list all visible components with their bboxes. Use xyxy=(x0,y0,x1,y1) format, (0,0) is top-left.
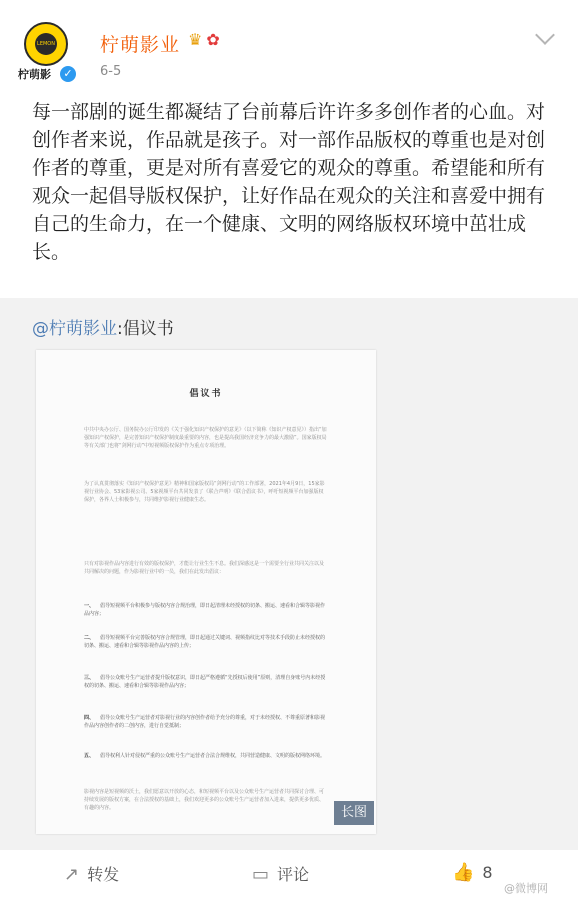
crown-badge-icon[interactable]: ♛ xyxy=(188,30,203,49)
badge-group xyxy=(188,30,220,49)
document-item xyxy=(84,602,328,618)
account-name[interactable]: 柠萌影业 xyxy=(100,34,181,56)
document-closing: 影视内容是短视频的沃土，我们愿意以开放的心态，和短视频平台以及公众账号生产运营者共同探讨合理、可持续发展的版权方案，在合法授权的基础上，我们欢迎更多的公众账号生产运营者加入进来，提供更多优质、有趣的内容。 xyxy=(84,789,325,811)
share-label: 转发 xyxy=(87,865,120,884)
item-text: 倡导公众账号生产运营者提升版权意识，即日起严格遵循“先授权后使用”原则，清理自身账号内未经授权的切条、搬运、速看和合辑等影视作品内容； xyxy=(84,675,326,689)
post-header xyxy=(0,0,578,92)
repost-user-link[interactable]: @柠萌影业 xyxy=(32,319,117,339)
action-bar xyxy=(0,850,578,900)
like-count: 8 xyxy=(482,863,493,882)
avatar-inner-logo: LEMON xyxy=(35,33,57,55)
item-number: 三、 xyxy=(84,675,95,681)
document-item xyxy=(84,752,328,760)
document-item xyxy=(84,714,328,730)
like-button[interactable] xyxy=(452,862,493,883)
post-text: 每一部剧的诞生都凝结了台前幕后许许多多创作者的心血。对创作者来说，作品就是孩子。对一部作品版权的尊重也是对创作者的尊重，更是对所有喜爱它的观众的尊重。希望能和所有观众一起倡导版权保护，让好作品在观众的关注和喜爱中拥有自己的生命力，在一个健康、文明的网络版权环境中茁壮成长。 xyxy=(32,101,546,263)
item-text: 倡导短视频平台完善版权内容合规管理，即日起通过关键词、视频指纹比对等技术手段防止未经授权的切条、搬运、速看和合辑等影视作品内容的上传； xyxy=(84,635,326,649)
avatar-label: 柠萌影 xyxy=(18,68,51,81)
repost-title-text: :倡议书 xyxy=(117,319,174,339)
flower-badge-icon[interactable]: ✿ xyxy=(206,30,220,49)
avatar-logo xyxy=(24,22,68,66)
chevron-down-icon[interactable] xyxy=(535,25,555,45)
item-text: 倡导权利人针对侵权严重的公众账号生产运营者合法合规维权，共同营造健康、文明的版权网络环境。 xyxy=(100,753,326,759)
document-paragraph: 中共中央办公厅、国务院办公厅印发的《关于强化知识产权保护的意见》（以下简称《知识产权意见》）指出“加强知识产权保护，是完善知识产权保护制度最重要的内容，也是提高我国经济竞争力的最大激励”。国家版权局等有关部门也将“剑网行动”中短视频版权保护作为重点专项治理。 xyxy=(84,427,327,449)
watermark: @微博网 xyxy=(504,882,548,895)
item-number: 五、 xyxy=(84,753,95,759)
document-item xyxy=(84,674,328,690)
comment-icon: ▭ xyxy=(252,864,270,885)
item-text: 倡导短视频平台积极参与版权内容合规治理，即日起清理未经授权的切条、搬运、速看和合辑等影视作品内容； xyxy=(84,603,326,617)
comment-label: 评论 xyxy=(277,865,310,884)
verified-check-icon: ✓ xyxy=(60,66,76,82)
document-paragraph: 为了认真贯彻落实《知识产权保护意见》精神和国家版权局“剑网行动”的工作部署，2021年4月9日，15家影视行业协会、53家影视公司、5家视频平台共同发表了《联合声明》《联合倡议书》，呼吁短视频平台加强版权保护，各界人士积极参与，共同维护影视行业健康生态。 xyxy=(84,481,325,503)
item-text: 倡导公众账号生产运营者对影视行业的内容创作者给予充分的尊重，对于未经授权、不尊重原著和影视作品内容创作者的二创内容，进行自觉抵制； xyxy=(84,715,326,729)
document-item xyxy=(84,634,328,650)
share-button[interactable] xyxy=(64,862,119,885)
item-number: 二、 xyxy=(84,635,95,641)
post-date: 6-5 xyxy=(100,64,122,79)
long-image-tag: 长图 xyxy=(334,801,374,825)
comment-button[interactable] xyxy=(252,862,309,885)
item-number: 一、 xyxy=(84,603,95,609)
document-paragraph: 只有对影视作品内容进行有效的版权保护，才能让行业生生不息。我们深感这是一个需要全行业共同关注以及共同解决的问题，作为影视行业中的一员，我们在此发出倡议： xyxy=(84,561,325,575)
repost-card[interactable] xyxy=(0,298,578,850)
document-title: 倡议书 xyxy=(189,389,223,399)
share-icon: ↗ xyxy=(64,864,80,885)
document-image[interactable] xyxy=(36,350,376,834)
repost-title xyxy=(32,314,174,339)
thumbs-up-icon: 👍 xyxy=(452,862,475,883)
item-number: 四、 xyxy=(84,715,95,721)
